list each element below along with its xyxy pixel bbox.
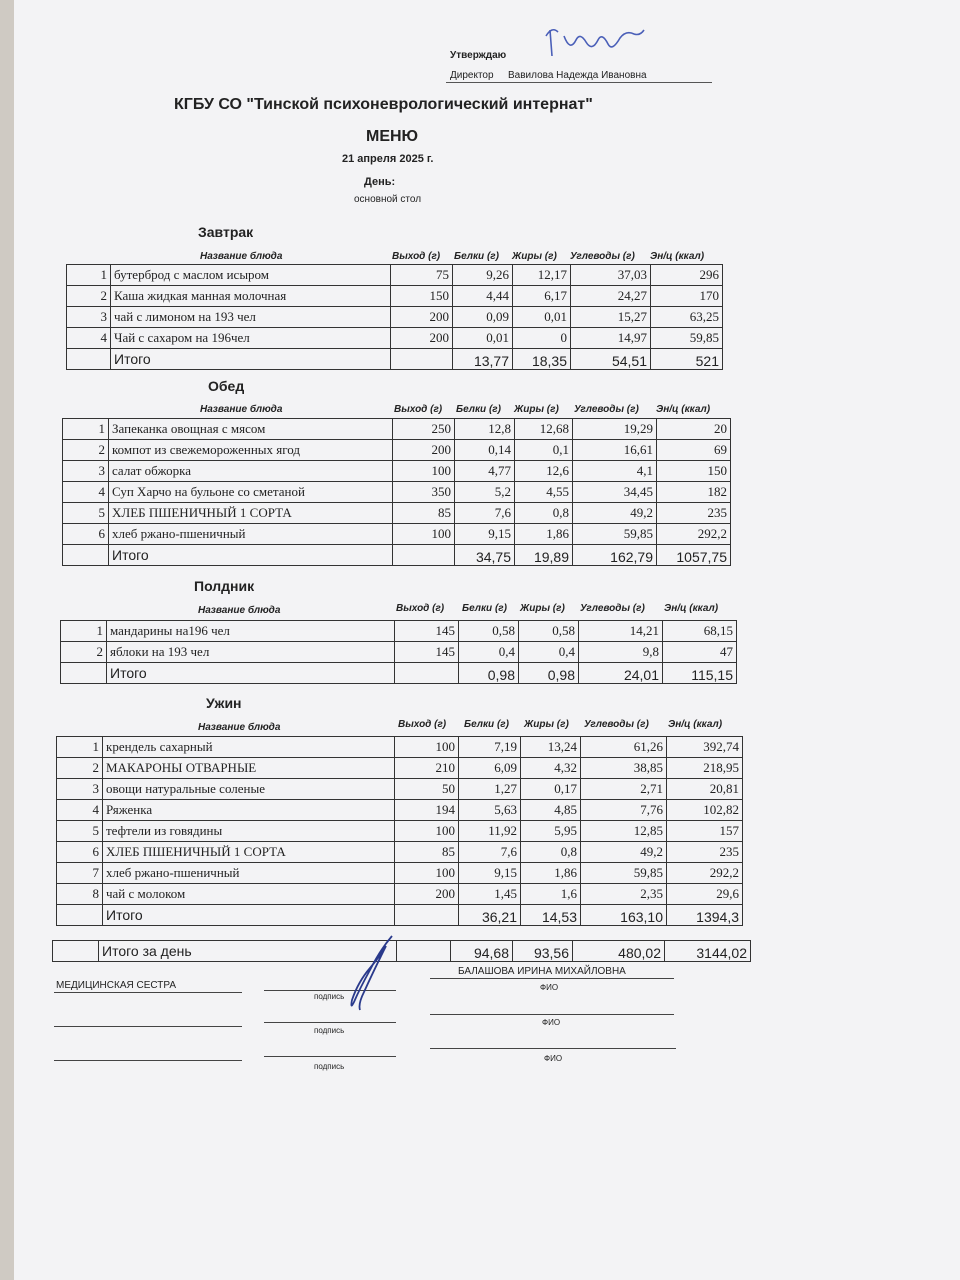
table-row: 5 ХЛЕБ ПШЕНИЧНЫЙ 1 СОРТА 85 7,6 0,8 49,2 235 <box>63 503 731 524</box>
col-header-output: Выход (г) <box>398 719 447 730</box>
fio-caption: ФИО <box>544 1054 563 1063</box>
col-header-energy: Эн/ц (ккал) <box>668 719 723 730</box>
col-header-output: Выход (г) <box>392 251 441 262</box>
total-row: Итого 13,77 18,35 54,51 521 <box>67 349 723 370</box>
fio-line-2 <box>430 1014 674 1015</box>
col-header-name: Название блюда <box>200 251 283 262</box>
col-header-energy: Эн/ц (ккал) <box>656 404 711 415</box>
table-row: 1 Запеканка овощная с мясом 250 12,8 12,68 19,29 20 <box>63 419 731 440</box>
table-row: 4 Суп Харчо на бульоне со сметаной 350 5,2 4,55 34,45 182 <box>63 482 731 503</box>
col-header-output: Выход (г) <box>396 603 445 614</box>
director-name: Вавилова Надежда Ивановна <box>508 70 647 81</box>
fio-caption: ФИО <box>542 1018 561 1027</box>
table-row: 2 компот из свежемороженных ягод 200 0,14 0,1 16,61 69 <box>63 440 731 461</box>
table-row: 2 Каша жидкая манная молочная 150 4,44 6,17 24,27 170 <box>67 286 723 307</box>
col-header-fat: Жиры (г) <box>512 251 557 262</box>
signature-line-3 <box>264 1056 396 1057</box>
col-header-protein: Белки (г) <box>456 404 501 415</box>
col-header-carbs: Углеводы (г) <box>580 603 645 614</box>
snack-table <box>60 620 737 684</box>
table-row: 3 чай с лимоном на 193 чел 200 0,09 0,01 15,27 63,25 <box>67 307 723 328</box>
col-header-protein: Белки (г) <box>464 719 509 730</box>
col-header-output: Выход (г) <box>394 404 443 415</box>
table-row: 4 Чай с сахаром на 196чел 200 0,01 0 14,97 59,85 <box>67 328 723 349</box>
col-header-name: Название блюда <box>198 722 281 733</box>
nurse-name: БАЛАШОВА ИРИНА МИХАЙЛОВНА <box>458 966 626 977</box>
col-header-name: Название блюда <box>200 404 283 415</box>
table-row: 7 хлеб ржано-пшеничный 100 9,15 1,86 59,85 292,2 <box>57 863 743 884</box>
signature-caption: подпись <box>314 1062 345 1071</box>
section-title-breakfast: Завтрак <box>198 224 254 240</box>
table-row: 3 салат обжорка 100 4,77 12,6 4,1 150 <box>63 461 731 482</box>
organization-title: КГБУ СО "Тинской психоневрологический интернат" <box>174 96 593 113</box>
fio-caption: ФИО <box>540 983 559 992</box>
lunch-table <box>62 418 731 566</box>
nurse-label: МЕДИЦИНСКАЯ СЕСТРА <box>56 980 177 991</box>
col-header-fat: Жиры (г) <box>520 603 565 614</box>
total-row: Итого 34,75 19,89 162,79 1057,75 <box>63 545 731 566</box>
table-row: 1 крендель сахарный 100 7,19 13,24 61,26 392,74 <box>57 737 743 758</box>
table-type: основной стол <box>354 194 422 205</box>
director-underline <box>446 82 712 83</box>
table-row: 2 яблоки на 193 чел 145 0,4 0,4 9,8 47 <box>61 642 737 663</box>
col-header-energy: Эн/ц (ккал) <box>650 251 705 262</box>
section-title-dinner: Ужин <box>206 695 242 711</box>
signature-line-2 <box>264 1022 396 1023</box>
col-header-name: Название блюда <box>198 605 281 616</box>
section-title-snack: Полдник <box>194 578 255 594</box>
nurse-underline <box>54 992 242 993</box>
col-header-protein: Белки (г) <box>462 603 507 614</box>
table-row: 8 чай с молоком 200 1,45 1,6 2,35 29,6 <box>57 884 743 905</box>
table-row: 4 Ряженка 194 5,63 4,85 7,76 102,82 <box>57 800 743 821</box>
col-header-carbs: Углеводы (г) <box>574 404 639 415</box>
col-header-fat: Жиры (г) <box>514 404 559 415</box>
col-header-carbs: Углеводы (г) <box>584 719 649 730</box>
position-line-2 <box>54 1026 242 1027</box>
day-total-row: Итого за день 94,68 93,56 480,02 3144,02 <box>53 941 751 962</box>
signature-caption: подпись <box>314 1026 345 1035</box>
day-label: День: <box>364 176 396 188</box>
dinner-table <box>56 736 743 926</box>
director-label: Директор <box>450 70 494 81</box>
table-row: 5 тефтели из говядины 100 11,92 5,95 12,85 157 <box>57 821 743 842</box>
section-title-lunch: Обед <box>208 378 245 394</box>
table-row: 2 МАКАРОНЫ ОТВАРНЫЕ 210 6,09 4,32 38,85 218,95 <box>57 758 743 779</box>
nurse-signature <box>330 930 410 1020</box>
position-line-3 <box>54 1060 242 1061</box>
director-signature <box>540 22 650 62</box>
fio-line-3 <box>430 1048 676 1049</box>
page-title: МЕНЮ <box>366 128 419 145</box>
table-row: 3 овощи натуральные соленые 50 1,27 0,17 2,71 20,81 <box>57 779 743 800</box>
menu-date: 21 апреля 2025 г. <box>342 153 434 165</box>
col-header-energy: Эн/ц (ккал) <box>664 603 719 614</box>
col-header-fat: Жиры (г) <box>524 719 569 730</box>
col-header-protein: Белки (г) <box>454 251 499 262</box>
signature-caption: подпись <box>314 992 345 1001</box>
table-row: 6 хлеб ржано-пшеничный 100 9,15 1,86 59,85 292,2 <box>63 524 731 545</box>
col-header-carbs: Углеводы (г) <box>570 251 635 262</box>
fio-line-1 <box>430 978 674 979</box>
table-row: 1 бутерброд с маслом исыром 75 9,26 12,17 37,03 296 <box>67 265 723 286</box>
total-row: Итого 36,21 14,53 163,10 1394,3 <box>57 905 743 926</box>
approve-label: Утверждаю <box>450 50 507 61</box>
table-row: 6 ХЛЕБ ПШЕНИЧНЫЙ 1 СОРТА 85 7,6 0,8 49,2 235 <box>57 842 743 863</box>
table-row: 1 мандарины на196 чел 145 0,58 0,58 14,21 68,15 <box>61 621 737 642</box>
breakfast-table <box>66 264 723 370</box>
total-row: Итого 0,98 0,98 24,01 115,15 <box>61 663 737 684</box>
